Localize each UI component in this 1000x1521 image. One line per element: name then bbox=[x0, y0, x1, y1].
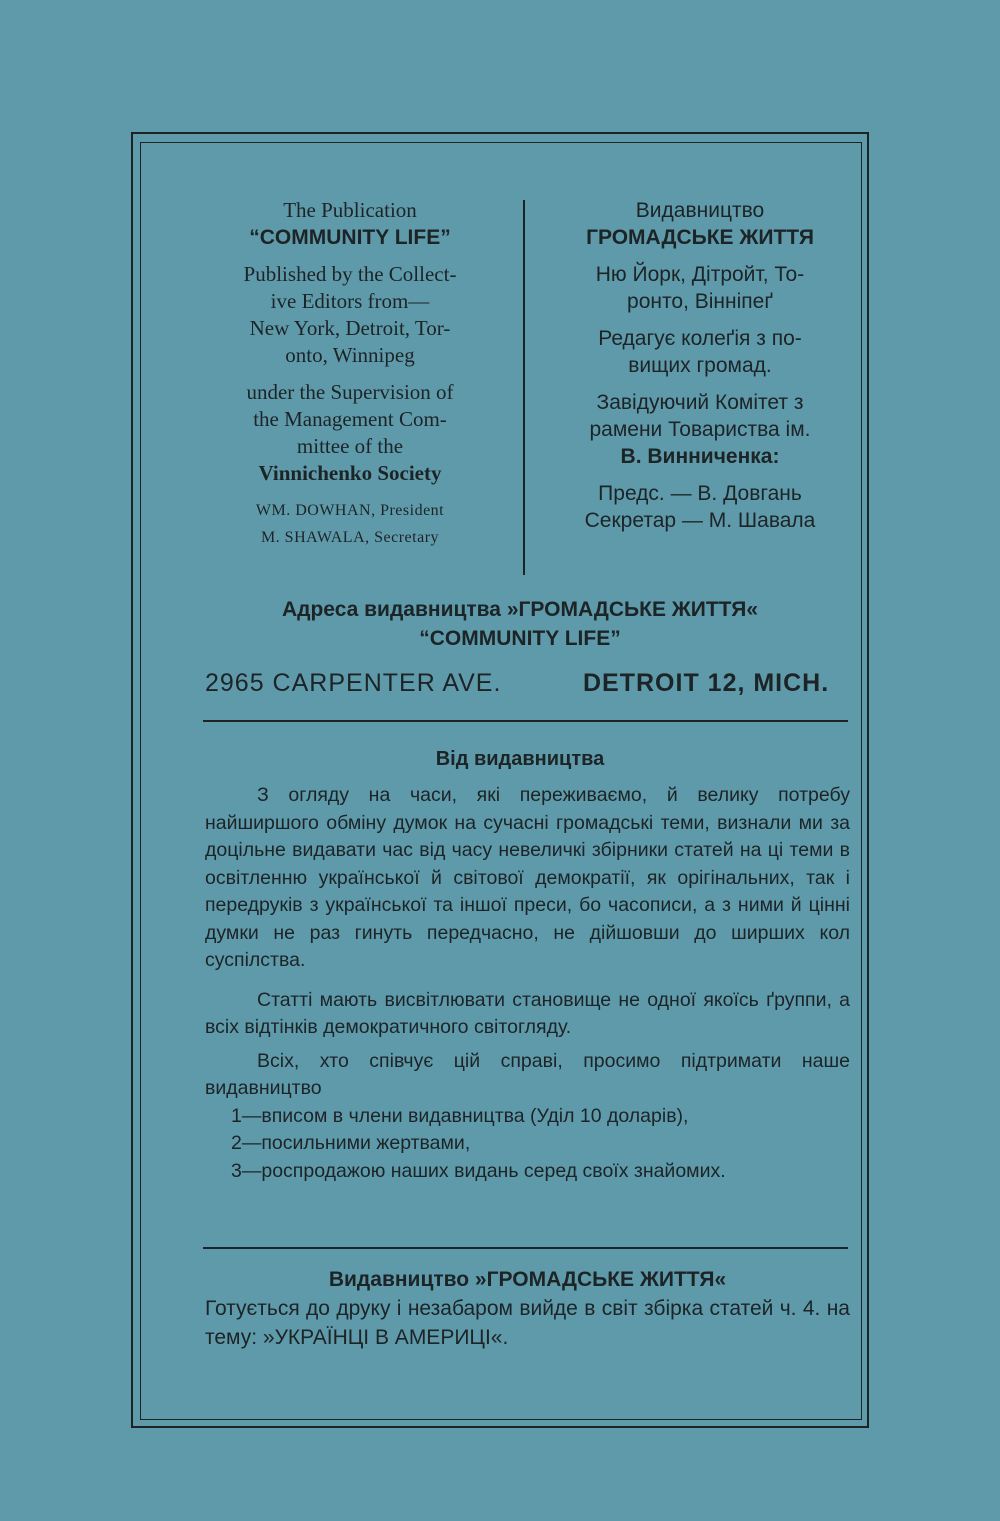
ukrainian-column bbox=[540, 197, 860, 534]
supervision-line: mittee of the bbox=[296, 434, 404, 458]
divider-top bbox=[203, 720, 848, 722]
society-name: Vinnichenko Society bbox=[258, 461, 442, 485]
divider-bottom bbox=[203, 1247, 848, 1249]
cities-line: Ню Йорк, Дітройт, То- bbox=[595, 263, 805, 286]
list-item: 1—вписом в члени видавництва (Уділ 10 доларів), bbox=[231, 1104, 689, 1127]
intro-paragraph: Статті мають висвітлювати становище не одної якоїсь ґруппи, а всіх відтінків демократичного світогляду. bbox=[205, 988, 850, 1038]
publication-name: “COMMUNITY LIFE” bbox=[249, 226, 451, 249]
announcement-text: Готується до друку і незабаром вийде в світ збірка статей ч. 4. на тему: »УКРАЇНЦІ В АМЕРИЦІ«. bbox=[205, 1297, 850, 1349]
street-address: 2965 CARPENTER AVE. bbox=[205, 669, 502, 697]
secretary-uk: Секретар — М. Шавала bbox=[584, 509, 816, 532]
president: WM. DOWHAN, President bbox=[255, 502, 445, 519]
english-column bbox=[190, 197, 510, 551]
publisher-name: ГРОМАДСЬКЕ ЖИТТЯ bbox=[586, 226, 814, 249]
publisher-label: Видавництво bbox=[635, 199, 765, 222]
address-community-life: “COMMUNITY LIFE” bbox=[419, 627, 621, 650]
publication-label: The Publication bbox=[283, 198, 417, 222]
editors-line: вищих громад. bbox=[628, 354, 772, 377]
published-by-line: onto, Winnipeg bbox=[285, 343, 415, 367]
intro-body bbox=[205, 782, 850, 1185]
announcement-title: Видавництво »ГРОМАДСЬКЕ ЖИТТЯ« bbox=[328, 1268, 727, 1291]
supervision-line: under the Supervision of bbox=[246, 380, 454, 404]
list-item: 3—роспродажою наших видань серед своїх знайомих. bbox=[231, 1159, 726, 1182]
editors-line: Редагує колеґія з по- bbox=[598, 327, 802, 350]
intro-paragraph: З огляду на часи, які переживаємо, й велику потребу найширшого обміну думок на сучасні громадські теми, визнали ми за доцільне видавати час від часу невеличкі збірники статей на ці теми в освітленню української й світової демократії, як орігінальних, так і передруків з української та іншої преси, бо часописи, а з ними й цінні думки не раз гинуть передчасно, не дійшовши до ширших кол суспілства. bbox=[205, 784, 850, 971]
published-by-line: ive Editors from— bbox=[270, 289, 430, 313]
published-by-line: New York, Detroit, Tor- bbox=[249, 316, 451, 340]
address-title: Адреса видавництва »ГРОМАДСЬКЕ ЖИТТЯ« bbox=[281, 598, 759, 621]
president-uk: Предс. — В. Довгань bbox=[598, 482, 802, 505]
announcement bbox=[205, 1265, 850, 1352]
cities-line: ронто, Вінніпеґ bbox=[627, 290, 773, 313]
society-name-uk: В. Винниченка: bbox=[620, 445, 780, 468]
list-item: 2—посильними жертвами, bbox=[231, 1132, 471, 1154]
secretary: M. SHAWALA, Secretary bbox=[260, 529, 440, 546]
city-address: DETROIT 12, MICH. bbox=[583, 669, 830, 697]
supervision-line: the Management Com- bbox=[253, 407, 447, 431]
published-by-line: Published by the Collect- bbox=[243, 262, 457, 286]
committee-line: Завідуючий Комітет з bbox=[596, 391, 804, 414]
column-divider bbox=[523, 200, 525, 575]
intro-paragraph: Всіх, хто співчує цій справі, просимо підтримати наше видавництво bbox=[205, 1049, 850, 1099]
committee-line: рамени Товариства ім. bbox=[589, 418, 811, 441]
intro-title: Від видавництва bbox=[435, 748, 605, 770]
